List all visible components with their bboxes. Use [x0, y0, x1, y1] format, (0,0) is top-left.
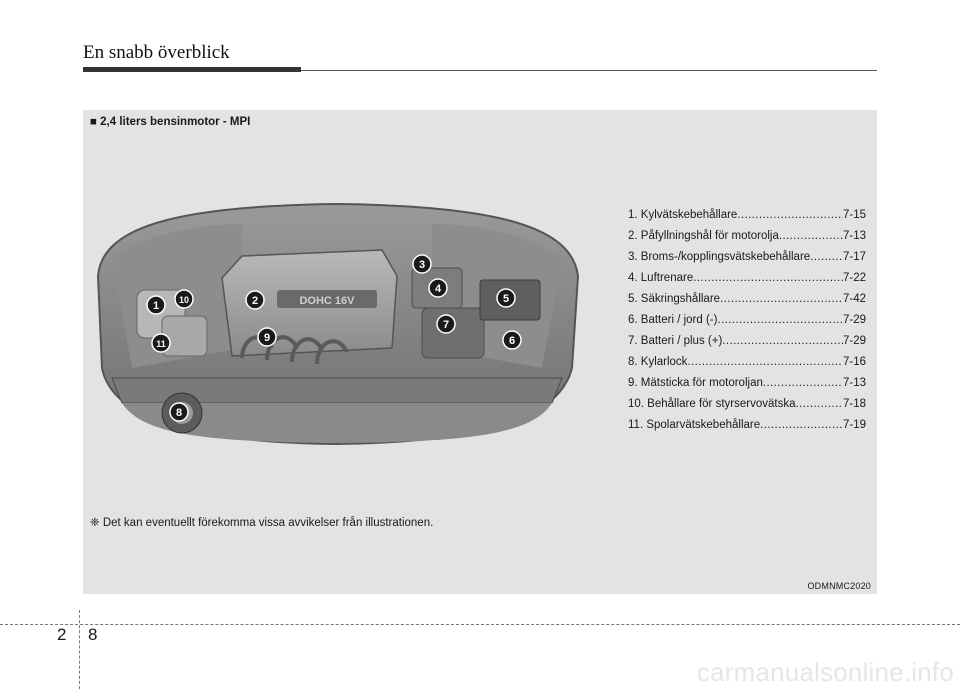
svg-text:10: 10 — [178, 295, 190, 305]
svg-text:3: 3 — [418, 259, 426, 271]
callout-2 — [246, 291, 264, 309]
callout-11 — [152, 334, 170, 352]
legend-item: 9. Mätsticka för motoroljan ..... 7-13 — [628, 373, 866, 394]
legend-item: 1. Kylvätskebehållare ..... 7-15 — [628, 204, 866, 225]
engine-bay-illustration — [92, 198, 582, 446]
legend-item: 7. Batteri / plus (+) ..... 7-29 — [628, 331, 866, 352]
image-code: ODMNMC2020 — [807, 581, 871, 591]
illustration-note — [90, 515, 433, 529]
svg-text:1: 1 — [152, 300, 160, 312]
callout-7 — [437, 315, 455, 333]
svg-text:4: 4 — [434, 283, 442, 295]
legend-item: 8. Kylarlock ..... 7-16 — [628, 352, 866, 373]
note-text: Det kan eventuellt förekomma vissa avvikelser från illustrationen. — [102, 517, 434, 529]
svg-text:8: 8 — [175, 407, 183, 419]
section-title: 2,4 liters bensinmotor - MPI — [100, 116, 251, 128]
note-symbol-icon: ❈ — [90, 517, 100, 529]
svg-text:2: 2 — [251, 295, 259, 307]
svg-text:11: 11 — [156, 339, 166, 349]
engine-badge: DOHC 16V — [299, 295, 355, 307]
section-heading — [90, 116, 250, 128]
callout-5 — [497, 289, 515, 307]
svg-text:7: 7 — [442, 319, 450, 331]
page-section-number: 2 — [57, 625, 67, 644]
header-accent-bar — [83, 67, 301, 72]
callout-3 — [413, 255, 431, 273]
svg-text:6: 6 — [508, 335, 516, 347]
page-number: 8 — [88, 625, 98, 644]
callout-8 — [170, 403, 188, 421]
legend-item: 2. Påfyllningshål för motorolja ..... 7-13 — [628, 225, 866, 246]
footer-rule — [0, 624, 960, 625]
legend-item: 11. Spolarvätskebehållare ..... 7-19 — [628, 415, 866, 436]
svg-text:9: 9 — [263, 332, 271, 344]
svg-text:5: 5 — [502, 293, 510, 305]
legend-item: 4. Luftrenare ..... 7-22 — [628, 267, 866, 288]
callout-1 — [147, 296, 165, 314]
watermark: carmanualsonline.info — [696, 657, 954, 687]
callout-9 — [258, 328, 276, 346]
legend-item: 10. Behållare för styrservovätska ..... 7-18 — [628, 394, 866, 415]
header-rule — [301, 70, 877, 71]
footer-divider — [79, 610, 80, 689]
legend-item: 6. Batteri / jord (-) ..... 7-29 — [628, 309, 866, 330]
component-legend — [628, 204, 866, 436]
legend-item: 3. Broms-/kopplingsvätskebehållare ..... 7-17 — [628, 246, 866, 267]
section-bullet-icon: ■ — [90, 116, 97, 128]
page-header-title: En snabb överblick — [83, 42, 230, 63]
callout-4 — [429, 279, 447, 297]
legend-item: 5. Säkringshållare ..... 7-42 — [628, 288, 866, 309]
callout-6 — [503, 331, 521, 349]
callout-10 — [175, 290, 193, 308]
